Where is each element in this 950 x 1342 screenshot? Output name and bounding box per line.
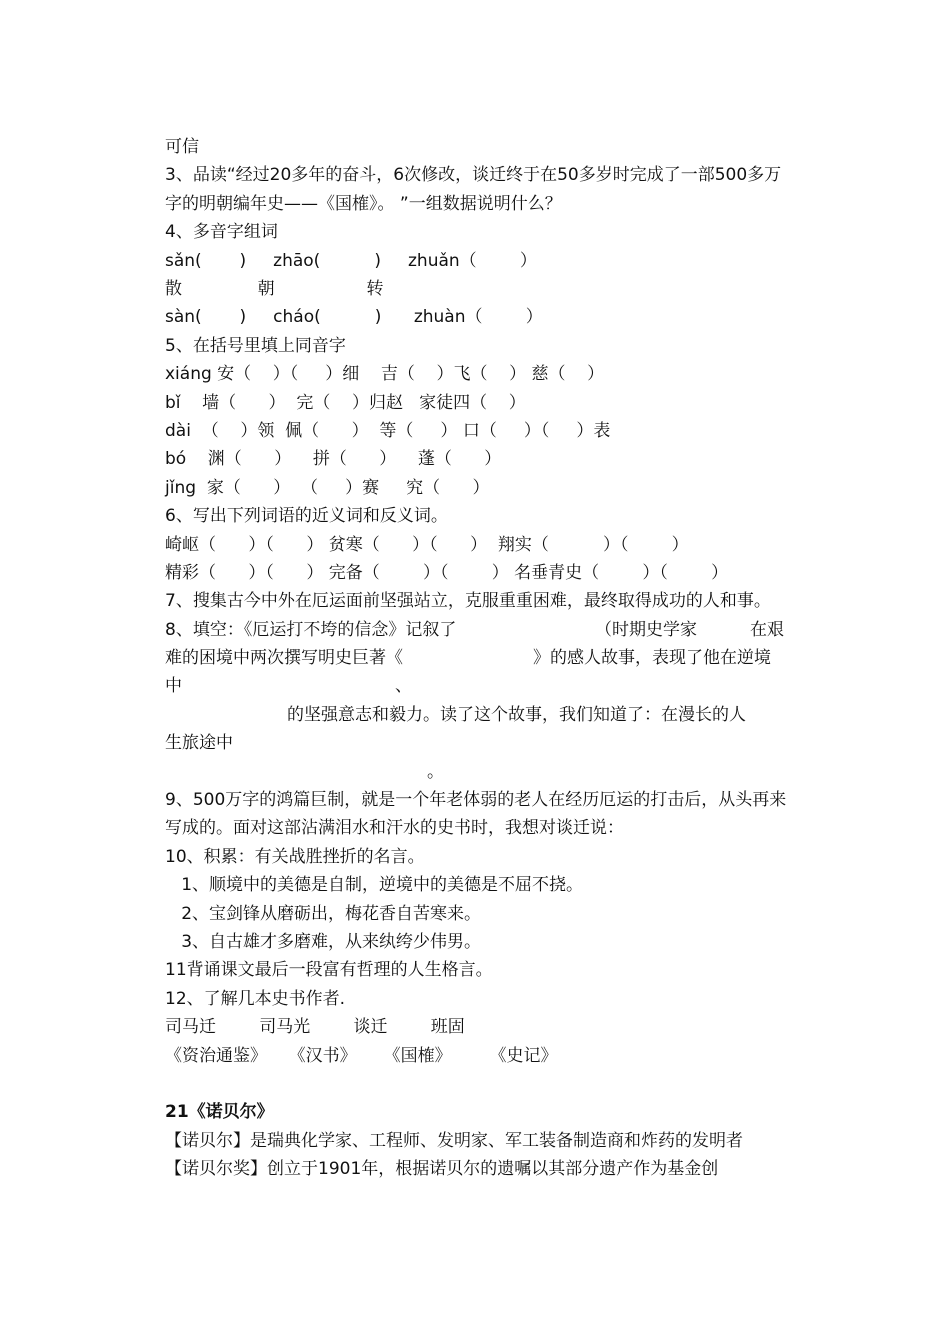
blank-line bbox=[165, 1070, 795, 1098]
homophone-row-jing: jǐng 家（ ） （ ）赛 究（ ） bbox=[165, 477, 490, 498]
question-8-line-6 bbox=[165, 758, 795, 786]
nobel-intro: 【诺贝尔】是瑞典化学家、工程师、发明家、军工装备制造商和炸药的发明者 bbox=[165, 1130, 743, 1151]
question-8-text-h: 的坚强意志和毅力。读了这个故事，我们知道了：在漫长的人 bbox=[287, 704, 746, 725]
question-8-end: 。 bbox=[427, 761, 444, 782]
question-8-line-4 bbox=[165, 701, 795, 729]
question-8-line-1 bbox=[165, 616, 795, 644]
question-8-text-g: 、 bbox=[395, 676, 412, 697]
homophone-row-bi: bǐ 墙（ ） 完（ ）归赵 家徒四（ ） bbox=[165, 392, 526, 413]
question-11: 11背诵课文最后一段富有哲理的人生格言。 bbox=[165, 960, 493, 981]
question-8-text-f: 中 bbox=[165, 676, 182, 697]
question-8-line-2 bbox=[165, 644, 795, 672]
synonym-row-2: 精彩（ ）（ ） 完备（ ）（ ） 名垂青史（ ）（ ） bbox=[165, 562, 729, 583]
question-6-heading: 6、写出下列词语的近义词和反义词。 bbox=[165, 506, 448, 527]
quote-3: 3、自古雄才多磨难，从来纨绔少伟男。 bbox=[165, 932, 482, 953]
question-4-heading: 4、多音字组词 bbox=[165, 222, 278, 243]
question-8-text-e: 》的感人故事，表现了他在逆境 bbox=[533, 648, 771, 669]
lesson-21-title: 21《诺贝尔》 bbox=[165, 1102, 274, 1123]
text-line: 可信 bbox=[165, 137, 199, 157]
question-8-text-c: 在艰 bbox=[750, 619, 784, 640]
question-3: 3、品读“经过20多年的奋斗，6次修改，谈迁终于在50多岁时完成了一部500多万字的明朝编年史——《国榷》。 ”一组数据说明什么？ bbox=[165, 165, 782, 214]
question-8-line-5: 生旅途中 bbox=[165, 733, 233, 754]
question-12-heading: 12、了解几本史书作者. bbox=[165, 988, 346, 1009]
author-row: 司马迁 司马光 谈迁 班固 bbox=[165, 1017, 465, 1038]
pinyin-row-2: sàn( ) cháo( ) zhuàn（ ） bbox=[165, 307, 543, 328]
question-8-text-b: （时期史学家 bbox=[595, 619, 697, 640]
question-7: 7、搜集古今中外在厄运面前坚强站立，克服重重困难，最终取得成功的人和事。 bbox=[165, 591, 771, 612]
question-9: 9、500万字的鸿篇巨制，就是一个年老体弱的老人在经历厄运的打击后，从头再来写成的。面对这部沾满泪水和汗水的史书时，我想对谈迁说： bbox=[165, 790, 787, 839]
question-10-heading: 10、积累：有关战胜挫折的名言。 bbox=[165, 846, 425, 867]
homophone-row-dai: dài （ ）领 佩（ ） 等（ ） 口（ ）（ ）表 bbox=[165, 420, 611, 441]
question-5-heading: 5、在括号里填上同音字 bbox=[165, 335, 346, 356]
book-row: 《资治通鉴》 《汉书》 《国榷》 《史记》 bbox=[165, 1045, 558, 1066]
character-row: 散 朝 转 bbox=[165, 278, 384, 299]
question-8-text-d: 难的困境中两次撰写明史巨著《 bbox=[165, 648, 403, 669]
synonym-row-1: 崎岖（ ）（ ） 贫寒（ ）（ ） 翔实（ ）（ ） bbox=[165, 534, 689, 555]
question-8-text-a: 8、填空：《厄运打不垮的信念》记叙了 bbox=[165, 619, 457, 640]
question-8-line-3 bbox=[165, 672, 795, 700]
homophone-row-bo: bó 渊（ ） 拼（ ） 蓬（ ） bbox=[165, 449, 502, 470]
nobel-prize-intro: 【诺贝尔奖】创立于1901年，根据诺贝尔的遗嘱以其部分遗产作为基金创 bbox=[165, 1159, 719, 1180]
document-page bbox=[165, 133, 795, 1184]
homophone-row-xiang: xiáng 安（ ）（ ）细 吉（ ）飞（ ） 慈（ ） bbox=[165, 364, 605, 385]
quote-2: 2、宝剑锋从磨砺出，梅花香自苦寒来。 bbox=[165, 903, 482, 924]
quote-1: 1、顺境中的美德是自制，逆境中的美德是不屈不挠。 bbox=[165, 875, 584, 896]
pinyin-row-1: sǎn( ) zhāo( ) zhuǎn（ ） bbox=[165, 250, 537, 271]
